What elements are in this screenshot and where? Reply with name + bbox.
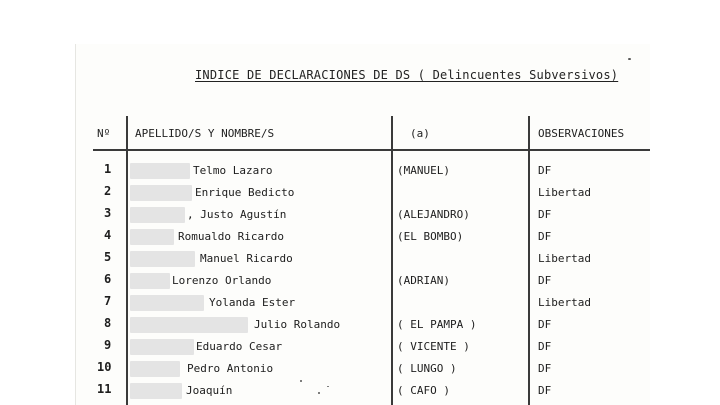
row-number: 2 (104, 184, 112, 198)
redaction-block (130, 185, 192, 201)
table-row (0, 294, 720, 316)
row-alias: ( EL PAMPA ) (397, 318, 477, 331)
scan-speck (300, 380, 302, 382)
row-observation: Libertad (538, 252, 591, 265)
redaction-block (130, 317, 248, 333)
table-row (0, 360, 720, 382)
table-row (0, 316, 720, 338)
row-alias: (ALEJANDRO) (397, 208, 470, 221)
document-title: INDICE DE DECLARACIONES DE DS ( Delincuentes Subversivos) (195, 68, 619, 82)
row-number: 1 (104, 162, 112, 176)
scan-speck (318, 392, 320, 394)
header-alias: (a) (410, 127, 430, 140)
row-observation: DF (538, 208, 552, 221)
row-number: 5 (104, 250, 112, 264)
row-observation: DF (538, 384, 552, 397)
redaction-block (130, 295, 204, 311)
row-observation: DF (538, 362, 552, 375)
row-number: 3 (104, 206, 112, 220)
row-name: Telmo Lazaro (193, 164, 273, 177)
row-number: 9 (104, 338, 112, 352)
row-alias: ( CAFO ) (397, 384, 450, 397)
row-name: Yolanda Ester (209, 296, 296, 309)
row-name: Joaquín (186, 384, 233, 397)
redaction-block (130, 361, 180, 377)
row-name: Lorenzo Orlando (172, 274, 272, 287)
row-number: 7 (104, 294, 112, 308)
redaction-block (130, 207, 185, 223)
row-observation: DF (538, 340, 552, 353)
row-number: 10 (97, 360, 112, 374)
table-row (0, 272, 720, 294)
row-observation: DF (538, 230, 552, 243)
row-observation: DF (538, 164, 552, 177)
scan-speck (628, 58, 631, 60)
row-alias: (ADRIAN) (397, 274, 450, 287)
row-name: , Justo Agustín (187, 208, 287, 221)
row-alias: (MANUEL) (397, 164, 450, 177)
row-name: Manuel Ricardo (200, 252, 293, 265)
table-row (0, 206, 720, 228)
redaction-block (130, 383, 182, 399)
redaction-block (130, 163, 190, 179)
row-name: Enrique Bedicto (195, 186, 295, 199)
row-name: Eduardo Cesar (196, 340, 283, 353)
row-observation: DF (538, 274, 552, 287)
header-underline (93, 149, 650, 151)
table-row (0, 250, 720, 272)
table-row (0, 382, 720, 404)
scan-speck (327, 386, 329, 387)
table-row (0, 338, 720, 360)
row-number: 8 (104, 316, 112, 330)
redaction-block (130, 273, 170, 289)
row-observation: DF (538, 318, 552, 331)
table-row (0, 228, 720, 250)
table-row (0, 162, 720, 184)
row-name: Romualdo Ricardo (178, 230, 284, 243)
row-alias: (EL BOMBO) (397, 230, 464, 243)
row-observation: Libertad (538, 296, 591, 309)
row-number: 6 (104, 272, 112, 286)
redaction-block (130, 339, 194, 355)
redaction-block (130, 229, 174, 245)
table-row (0, 184, 720, 206)
row-alias: ( VICENTE ) (397, 340, 470, 353)
redaction-block (130, 251, 195, 267)
row-name: Julio Rolando (254, 318, 341, 331)
row-name: Pedro Antonio (187, 362, 274, 375)
row-number: 11 (97, 382, 112, 396)
header-number: Nº (97, 127, 111, 140)
row-observation: Libertad (538, 186, 591, 199)
header-names: APELLIDO/S Y NOMBRE/S (135, 127, 275, 140)
row-number: 4 (104, 228, 112, 242)
row-alias: ( LUNGO ) (397, 362, 457, 375)
header-observations: OBSERVACIONES (538, 127, 625, 140)
